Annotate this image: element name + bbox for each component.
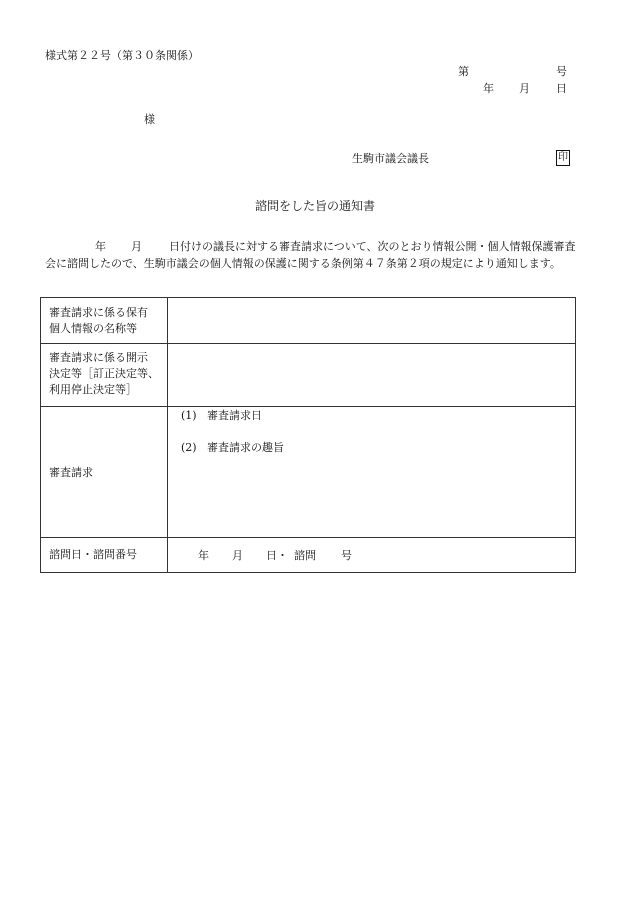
sender-title: 生駒市議会議長 [352,152,429,165]
label-line: 利用停止決定等］ [49,383,137,396]
request-item-date: 審査請求日 [207,409,262,422]
request-item-purpose: 審査請求の趣旨 [207,441,284,454]
consult-number-suffix: 号 [341,549,352,562]
document-number-prefix: 第 [458,65,469,78]
table-column-divider [167,298,168,572]
row-label-retained-info [49,305,148,337]
table-row-divider [41,537,575,538]
body-year: 年 [95,240,106,253]
date-year-label: 年 [483,82,494,95]
date-month-label: 月 [519,82,530,95]
seal-mark: 印 [556,150,570,166]
date-day-label: 日 [556,82,567,95]
label-line: 審査請求に係る保有 [49,306,148,319]
request-item-num: (2) [181,441,197,454]
label-line: 個人情報の名称等 [49,322,137,335]
consult-month: 月 [232,549,243,562]
body-text: 日付けの議長に対する審査請求について、次のとおり情報公開・個人情報保護審査会に諮問したので、生駒市議会の個人情報の保護に関する条例第４７条第２項の規定により通知します。 [45,240,576,270]
consult-label: 諮問 [294,549,316,562]
document-number-suffix: 号 [556,65,567,78]
body-month: 月 [131,240,142,253]
row-label-disclosure-decision [49,350,159,398]
body-paragraph [45,239,585,272]
label-line: 諮問日・諮問番号 [49,548,137,561]
addressee-honorific: 様 [144,113,155,126]
label-line: 審査請求に係る開示 [49,351,148,364]
document-title: 諮問をした旨の通知書 [254,199,375,213]
label-line: 審査請求 [49,466,93,479]
table-row-divider [41,343,575,344]
label-line: 決定等［訂正決定等、 [49,367,159,380]
form-number: 様式第２２号（第３０条関係） [45,49,199,62]
row-label-consult-date-number [49,547,137,563]
consult-year: 年 [198,549,209,562]
request-item-num: (1) [181,409,197,422]
notice-form-table [40,297,576,573]
consult-day: 日・ [266,549,288,562]
table-row-divider [41,406,575,407]
row-label-request [49,465,93,481]
